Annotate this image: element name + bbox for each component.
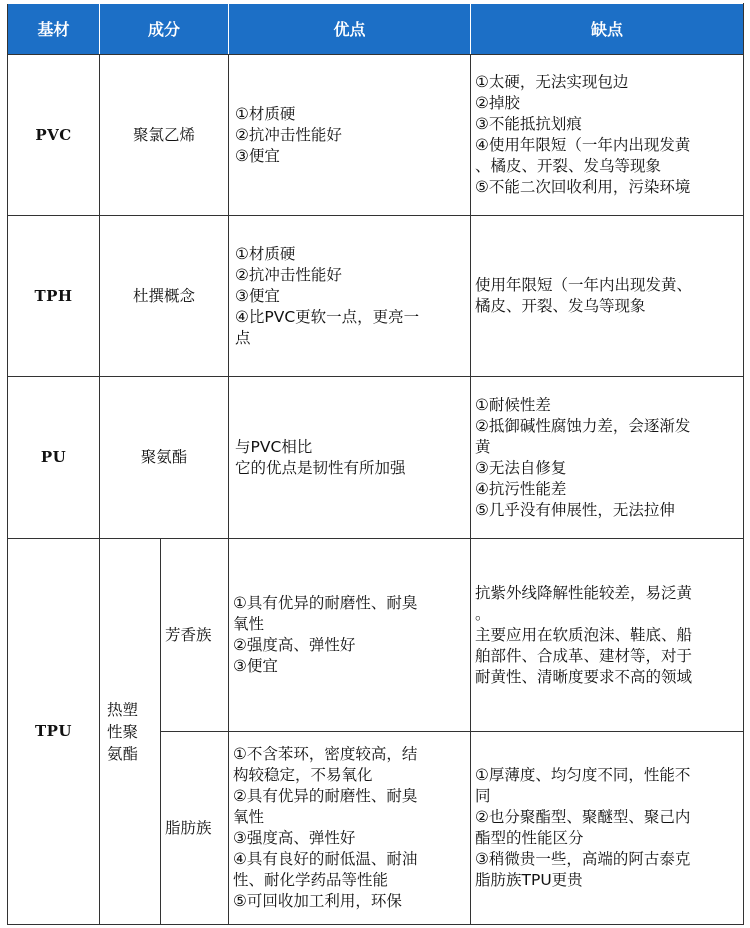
tph-advantage-line: 点 xyxy=(235,328,251,347)
header-row xyxy=(8,4,744,55)
row-pvc xyxy=(8,55,744,216)
pvc-advantage-line: ②抗冲击性能好 xyxy=(235,125,342,144)
tpu-aliphatic-advantage-line: 构较稳定，不易氧化 xyxy=(233,766,373,784)
row-pu xyxy=(8,377,744,539)
tpu-aromatic-disadvantage-line: 耐黄性、清晰度要求不高的领域 xyxy=(475,667,693,686)
tpu-aliphatic-advantage-line: 氧性 xyxy=(233,808,265,826)
pvc-disadvantage-line: ①太硬，无法实现包边 xyxy=(475,73,629,91)
comparison-table xyxy=(7,3,744,925)
pu-advantages xyxy=(229,377,471,539)
pu-advantage-line: 它的优点是韧性有所加强 xyxy=(235,458,406,477)
header-base: 基材 xyxy=(8,4,100,55)
tpu-aliphatic-disadvantages xyxy=(471,732,744,925)
tpu-aliphatic-disadvantage-line: 酯型的性能区分 xyxy=(475,829,584,847)
pvc-disadvantage-line: 、橘皮、开裂、发乌等现象 xyxy=(475,157,662,175)
tpu-aliphatic-family: 脂肪族 xyxy=(161,732,229,925)
header-advantages: 优点 xyxy=(229,4,471,55)
pu-disadvantage-line: ③无法自修复 xyxy=(475,458,567,477)
pvc-disadvantage-line: ②掉胶 xyxy=(475,94,520,112)
pvc-advantage-line: ①材质硬 xyxy=(235,104,296,123)
tpu-aromatic-advantage-line: ③便宜 xyxy=(233,657,278,675)
tph-advantages xyxy=(229,216,471,377)
tph-advantage-line: ①材质硬 xyxy=(235,244,296,263)
row-tph xyxy=(8,216,744,377)
tpu-aliphatic-disadvantage-line: ①厚薄度、均匀度不同，性能不 xyxy=(475,766,691,784)
tpu-composition-line: 热塑 xyxy=(107,700,139,719)
tph-disadvantage-line: 使用年限短（一年内出现发黄、 xyxy=(475,276,693,294)
pvc-advantage-line: ③便宜 xyxy=(235,146,280,165)
tpu-aliphatic-advantage-line: 性、耐化学药品等性能 xyxy=(233,871,389,889)
header-disadvantages: 缺点 xyxy=(471,4,744,55)
tpu-aromatic-family: 芳香族 xyxy=(161,539,229,732)
tpu-aromatic-disadvantage-line: 抗紫外线降解性能较差，易泛黄 xyxy=(475,583,693,602)
tpu-aliphatic-disadvantage-line: ②也分聚酯型、聚醚型、聚己内 xyxy=(475,808,691,826)
pu-disadvantage-line: 黄 xyxy=(475,437,491,456)
pu-disadvantages xyxy=(471,377,744,539)
tpu-aliphatic-advantages xyxy=(229,732,471,925)
tph-disadvantage-line: 橘皮、开裂、发乌等现象 xyxy=(475,297,646,315)
pvc-advantages xyxy=(229,55,471,216)
pu-composition: 聚氨酯 xyxy=(100,377,229,539)
tph-advantage-line: ④比PVC更软一点，更亮一 xyxy=(235,307,420,326)
tpu-aromatic-advantage-line: ②强度高、弹性好 xyxy=(233,636,356,654)
tph-base: TPH xyxy=(8,216,100,377)
tpu-aliphatic-advantage-line: ②具有优异的耐磨性、耐臭 xyxy=(233,787,418,805)
tpu-base: TPU xyxy=(8,539,100,925)
tpu-aromatic-disadvantage-line: 。 xyxy=(475,604,491,623)
tpu-aliphatic-advantage-line: ③强度高、弹性好 xyxy=(233,829,356,847)
tpu-aliphatic-disadvantage-line: ③稍微贵一些，高端的阿古泰克 xyxy=(475,850,691,868)
tpu-composition-line: 性聚 xyxy=(107,722,139,741)
tpu-aromatic-disadvantage-line: 舶部件、合成革、建材等，对于 xyxy=(475,646,693,665)
tpu-aromatic-disadvantages xyxy=(471,539,744,732)
row-tpu-aromatic xyxy=(8,539,744,732)
tpu-aromatic-advantages xyxy=(229,539,471,732)
tph-disadvantages xyxy=(471,216,744,377)
pvc-base: PVC xyxy=(8,55,100,216)
pu-advantage-line: 与PVC相比 xyxy=(235,437,313,456)
tpu-aliphatic-advantage-line: ①不含苯环，密度较高，结 xyxy=(233,745,418,763)
pvc-disadvantage-line: ⑤不能二次回收利用，污染环境 xyxy=(475,178,691,196)
pu-disadvantage-line: ⑤几乎没有伸展性，无法拉伸 xyxy=(475,500,675,519)
tpu-aromatic-advantage-line: ①具有优异的耐磨性、耐臭 xyxy=(233,594,418,612)
tpu-aliphatic-disadvantage-line: 脂肪族TPU更贵 xyxy=(475,871,583,889)
tpu-composition xyxy=(100,539,161,925)
pu-disadvantage-line: ②抵御碱性腐蚀力差，会逐渐发 xyxy=(475,416,691,435)
tpu-aliphatic-disadvantage-line: 同 xyxy=(475,787,491,805)
tpu-composition-line: 氨酯 xyxy=(107,744,139,763)
tpu-aromatic-advantage-line: 氧性 xyxy=(233,615,265,633)
tph-composition: 杜撰概念 xyxy=(100,216,229,377)
pu-disadvantage-line: ①耐候性差 xyxy=(475,395,551,414)
pu-disadvantage-line: ④抗污性能差 xyxy=(475,479,567,498)
pvc-disadvantage-line: ④使用年限短（一年内出现发黄 xyxy=(475,136,691,154)
tpu-aromatic-disadvantage-line: 主要应用在软质泡沫、鞋底、船 xyxy=(475,625,693,644)
tph-advantage-line: ③便宜 xyxy=(235,286,280,305)
pvc-disadvantages xyxy=(471,55,744,216)
pu-base: PU xyxy=(8,377,100,539)
tpu-aliphatic-advantage-line: ④具有良好的耐低温、耐油 xyxy=(233,850,418,868)
tph-advantage-line: ②抗冲击性能好 xyxy=(235,265,342,284)
pvc-composition: 聚氯乙烯 xyxy=(100,55,229,216)
pvc-disadvantage-line: ③不能抵抗划痕 xyxy=(475,115,582,133)
header-composition: 成分 xyxy=(100,4,229,55)
tpu-aliphatic-advantage-line: ⑤可回收加工利用，环保 xyxy=(233,892,402,910)
